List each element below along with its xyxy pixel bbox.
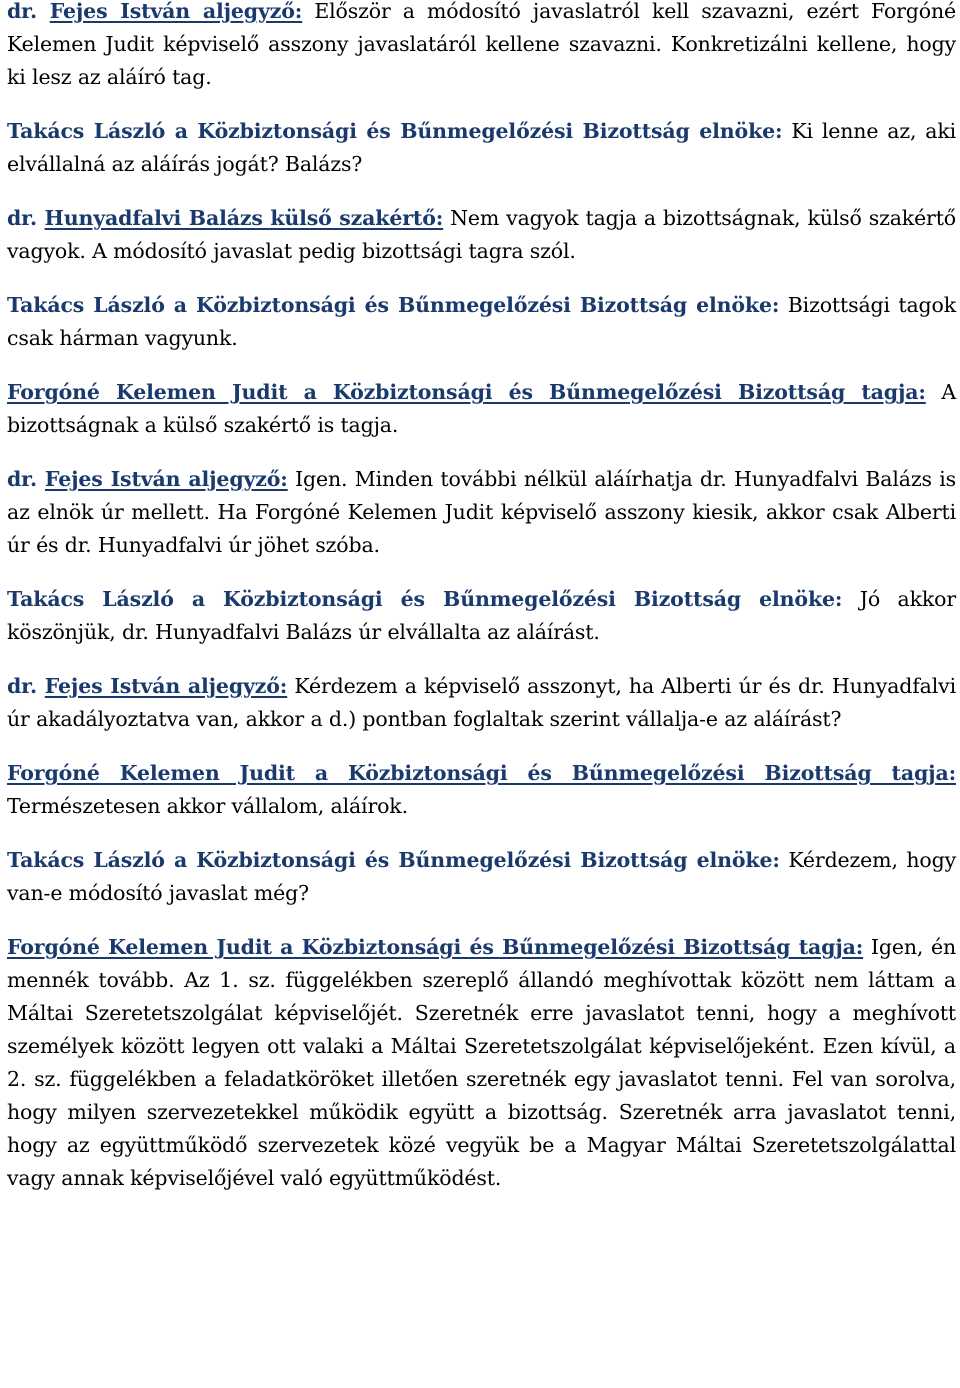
speech-text: Igen. Minden további nélkül aláírhatja dr. Hunyadfalvi Balázs is az elnök úr mellett. Ha Forgóné Kelemen Judit képviselő asszony kiesik, akkor csak Alberti úr és dr. Hunyadfalvi úr jöhet szóba. — [7, 467, 956, 557]
paragraph-3 — [7, 289, 956, 355]
paragraph-1 — [7, 115, 956, 181]
paragraph-6 — [7, 583, 956, 649]
paragraph-2 — [7, 202, 956, 268]
speaker-name: Forgóné Kelemen Judit a Közbiztonsági és Bűnmegelőzési Bizottság tagja: — [7, 380, 926, 404]
speaker-name: Forgóné Kelemen Judit a Közbiztonsági és Bűnmegelőzési Bizottság tagja: — [7, 761, 956, 785]
paragraph-9 — [7, 844, 956, 910]
speaker-name: dr. Hunyadfalvi Balázs külső szakértő: — [7, 206, 444, 230]
paragraph-8 — [7, 757, 956, 823]
speech-text: Kérdezem a képviselő asszonyt, ha Alberti úr és dr. Hunyadfalvi úr akadályoztatva van, akkor a d.) pontban foglaltak szerint vállalja-e az aláírást? — [7, 674, 956, 731]
speaker-name: Takács László a Közbiztonsági és Bűnmegelőzési Bizottság elnöke: — [7, 587, 843, 611]
speaker-name: Forgóné Kelemen Judit a Közbiztonsági és Bűnmegelőzési Bizottság tagja: — [7, 935, 864, 959]
speech-text: Ki lenne az, aki elvállalná az aláírás jogát? Balázs? — [7, 119, 956, 176]
paragraph-10 — [7, 931, 956, 1195]
speech-text: Először a módosító javaslatról kell szavazni, ezért Forgóné Kelemen Judit képviselő asszony javaslatáról kellene szavazni. Konkretizálni kellene, hogy ki lesz az aláíró tag. — [7, 0, 956, 89]
speech-text: Nem vagyok tagja a bizottságnak, külső szakértő vagyok. A módosító javaslat pedig bizottsági tagra szól. — [7, 206, 956, 263]
speech-text: Jó akkor köszönjük, dr. Hunyadfalvi Balázs úr elvállalta az aláírást. — [7, 587, 956, 644]
speech-text: Kérdezem, hogy van-e módosító javaslat még? — [7, 848, 956, 905]
speaker-name: dr. Fejes István aljegyző: — [7, 467, 288, 491]
speaker-name: Takács László a Közbiztonsági és Bűnmegelőzési Bizottság elnöke: — [7, 293, 780, 317]
speaker-name: dr. Fejes István aljegyző: — [7, 0, 303, 23]
speech-text: A bizottságnak a külső szakértő is tagja. — [7, 380, 956, 437]
paragraph-0 — [7, 0, 956, 94]
paragraph-5 — [7, 463, 956, 562]
speaker-name: dr. Fejes István aljegyző: — [7, 674, 288, 698]
paragraph-4 — [7, 376, 956, 442]
speech-text: Bizottsági tagok csak hárman vagyunk. — [7, 293, 956, 350]
speaker-name: Takács László a Közbiztonsági és Bűnmegelőzési Bizottság elnöke: — [7, 848, 780, 872]
paragraph-7 — [7, 670, 956, 736]
speech-text: Természetesen akkor vállalom, aláírok. — [7, 794, 408, 818]
speech-text: Igen, én mennék tovább. Az 1. sz. függelékben szereplő állandó meghívottak között nem láttam a Máltai Szeretetszolgálat képviselőjét. Szeretnék erre javaslatot tenni, hogy a meghívott személyek között legyen ott valaki a Máltai Szeretetszolgálat képviselőjeként. Ezen kívül, a 2. sz. függelékben a feladatköröket illetően szeretnék egy javaslatot tenni. Fel van sorolva, hogy milyen szervezetekkel működik együtt a bizottság. Szeretnék arra javaslatot tenni, hogy az együttműködő szervezetek közé vegyük be a Magyar Máltai Szeretetszolgálattal vagy annak képviselőjével való együttműködést. — [7, 935, 956, 1190]
speaker-name: Takács László a Közbiztonsági és Bűnmegelőzési Bizottság elnöke: — [7, 119, 783, 143]
